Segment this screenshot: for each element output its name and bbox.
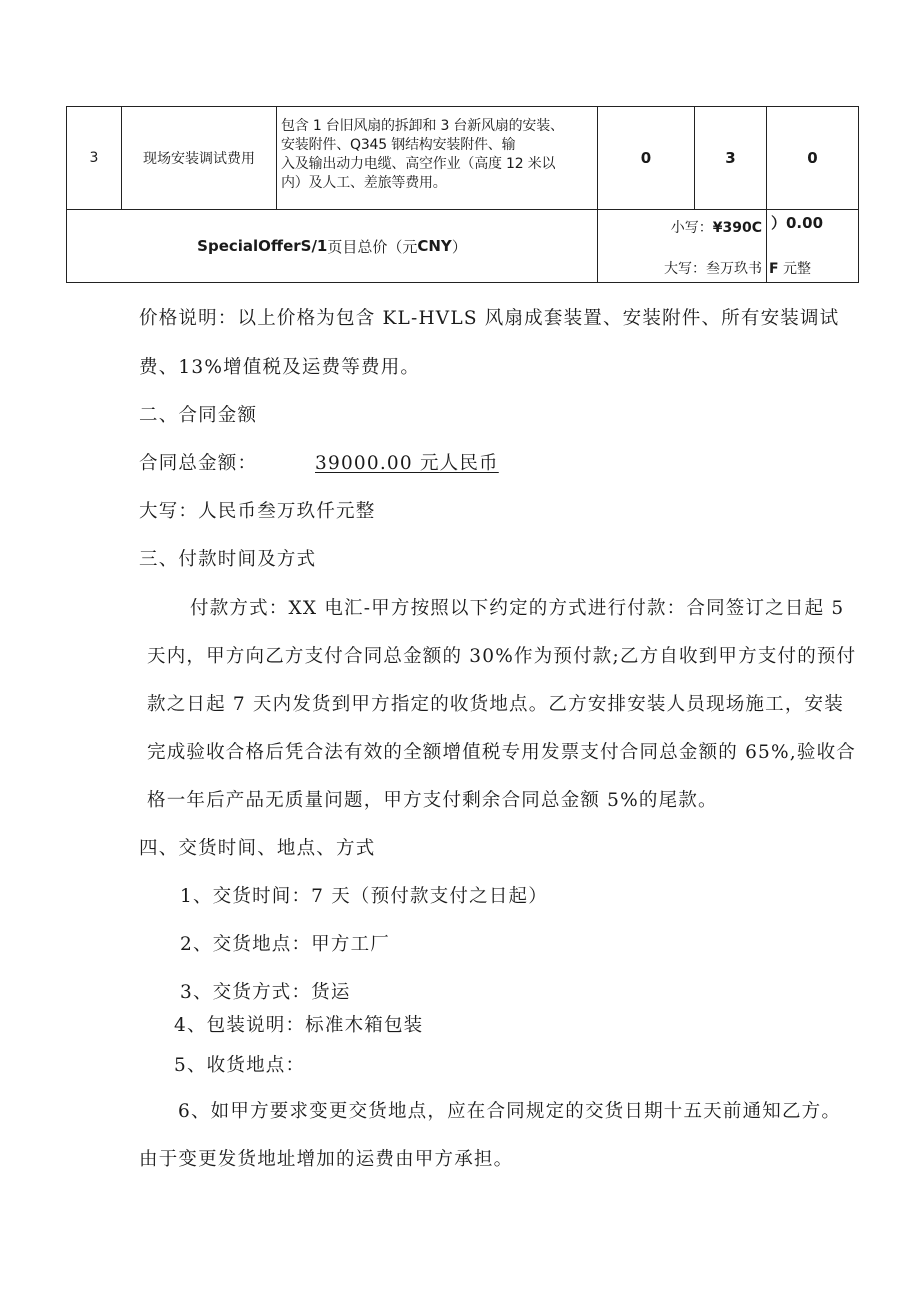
amount-lowercase xyxy=(671,217,762,237)
delivery-item-3: 3、交货方式：货运 xyxy=(180,982,351,1003)
total-label-currency: CNY xyxy=(417,237,452,255)
amount-uppercase-value: 叁万玖书 xyxy=(706,261,762,277)
total-amount-cell xyxy=(597,209,767,283)
delivery-item-2: 2、交货地点：甲方工厂 xyxy=(180,934,390,955)
amount-uppercase xyxy=(664,258,762,278)
price-table xyxy=(66,106,859,283)
delivery-tail: 由于变更发货地址增加的运费由甲方承担。 xyxy=(139,1149,514,1170)
contract-total-caps: 大写：人民币叁万玖仟元整 xyxy=(139,501,376,522)
payment-line-1: 付款方式：XX 电汇-甲方按照以下约定的方式进行付款：合同签订之日起 5 xyxy=(190,598,845,619)
total-label-text: 页目总价（元 xyxy=(327,237,418,256)
contract-total-label: 合同总金额： xyxy=(139,453,258,474)
amount-uppercase-tail xyxy=(769,258,811,278)
row-number: 3 xyxy=(66,106,122,210)
item-name: 现场安装调试费用 xyxy=(121,106,277,210)
amount-lowercase-value: ¥390C xyxy=(712,220,762,236)
total-label-offer: SpecialOfferS/1 xyxy=(197,237,328,255)
delivery-item-6: 6、如甲方要求变更交货地点，应在合同规定的交货日期十五天前通知乙方。 xyxy=(178,1101,842,1122)
amount-lowercase-tail: ）0.00 xyxy=(771,214,824,232)
item-description xyxy=(276,106,598,210)
payment-line-4: 完成验收合格后凭合法有效的全额增值税专用发票支付合同总金额的 65%,验收合 xyxy=(147,742,856,763)
price-note-line-2: 费、13%增值税及运费等费用。 xyxy=(139,357,421,378)
amount-uppercase-tail-bold: F xyxy=(769,261,779,277)
section-2-title: 二、合同金额 xyxy=(139,405,258,426)
desc-line: 包含 1 台旧风扇的拆卸和 3 台新风扇的安装、 xyxy=(281,118,564,134)
amount-lowercase-label: 小写： xyxy=(670,220,713,236)
delivery-item-4: 4、包装说明：标准木箱包装 xyxy=(174,1015,424,1036)
section-4-title: 四、交货时间、地点、方式 xyxy=(139,838,376,859)
desc-line: 内）及人工、差旅等费用。 xyxy=(281,175,447,191)
amount-uppercase-label: 大写： xyxy=(664,261,706,277)
contract-total-value: 39000.00 元人民币 xyxy=(315,453,499,474)
payment-line-3: 款之日起 7 天内发货到甲方指定的收货地点。乙方安排安装人员现场施工，安装 xyxy=(147,694,844,715)
price-note-line-1: 价格说明：以上价格为包含 KL-HVLS 风扇成套装置、安装附件、所有安装调试 xyxy=(139,308,840,329)
delivery-item-1: 1、交货时间：7 天（预付款支付之日起） xyxy=(180,886,548,907)
total-label-cell xyxy=(66,209,598,283)
section-3-title: 三、付款时间及方式 xyxy=(139,549,317,570)
total-amount-cell-2 xyxy=(766,209,859,283)
value-cell-2: 3 xyxy=(694,106,767,210)
value-cell-1: 0 xyxy=(597,106,695,210)
delivery-item-5: 5、收货地点： xyxy=(174,1055,306,1076)
total-label-close: ） xyxy=(451,237,467,256)
desc-line: 入及输出动力电缆、高空作业（高度 12 米以 xyxy=(281,156,556,172)
value-cell-3: 0 xyxy=(766,106,859,210)
amount-uppercase-tail-text: 元整 xyxy=(778,261,812,277)
desc-line: 安装附件、Q345 钢结构安装附件、输 xyxy=(281,137,516,153)
payment-line-2: 天内，甲方向乙方支付合同总金额的 30%作为预付款;乙方自收到甲方支付的预付 xyxy=(147,646,857,667)
payment-line-5: 格一年后产品无质量问题，甲方支付剩余合同总金额 5%的尾款。 xyxy=(147,790,718,811)
